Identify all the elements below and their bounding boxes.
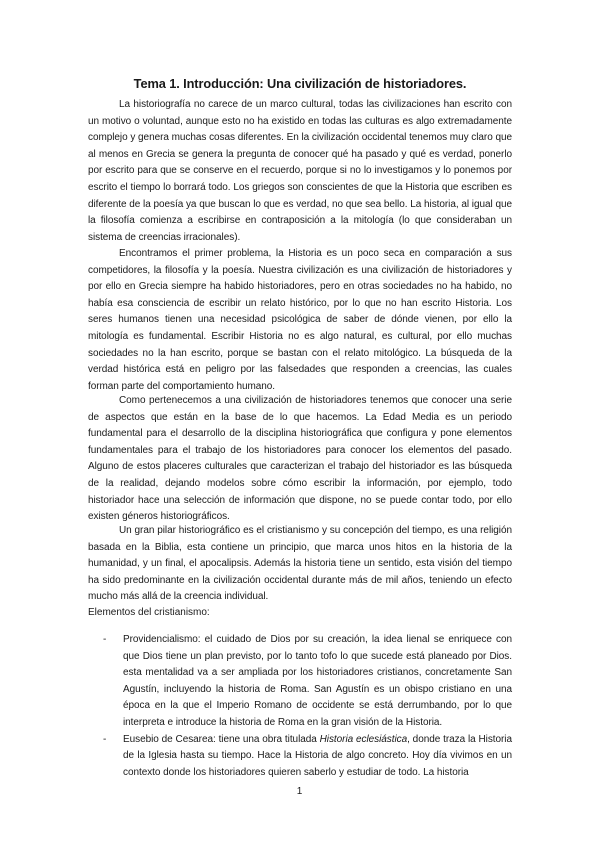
list-heading: Elementos del cristianismo: <box>88 607 210 618</box>
paragraph-civilizacion-historiadores: Como pertenecemos a una civilización de historiadores tenemos que conocer una serie de aspectos que están en la base de lo que hacemos. La Edad Media es un periodo fundamental para el desarrollo de la disciplina historiográfica que configura y pone elementos fundamentales para el trabajo de los historiadores para conocer los elementos del pasado. Alguno de estos placeres culturales que caracterizan el trabajo del historiador es las búsqueda de la realidad, dejando modelos sobre cómo escribir la información, por ejemplo, todo historiador hace una selección de información que dispone, no se puede contar todo, por ello existen géneros historiográficos. <box>88 395 512 523</box>
list-item-text-before: Eusebio de Cesarea: tiene una obra titulada <box>123 733 320 745</box>
list-item-text-after: , donde traza la Historia de la Iglesia hasta su tiempo. Hace la Historia de algo concreto. Hoy día vivimos en un contexto donde los historiadores quieren saberlo y estudiar de todo. La historia <box>123 733 512 778</box>
paragraph-cristianismo: Un gran pilar historiográfico es el cristianismo y su concepción del tiempo, es una religión basada en la Biblia, esta contiene un principio, que marca unos hitos en la historia de la humanidad, y un final, el apocalipsis. Además la historia tiene un sentido, esta visión del tiempo ha sido predominante en la civilización occidental durante más de mil años, teniendo un efecto mucho más allá de la creencia individual. <box>88 525 512 603</box>
elements-list <box>88 632 512 781</box>
page-number: 1 <box>296 786 303 797</box>
list-item-providencialismo <box>88 632 512 732</box>
document-title: Tema 1. Introducción: Una civilización de historiadores. <box>133 76 467 91</box>
bullet-dash: - <box>103 634 107 645</box>
book-title-italic: Historia eclesiástica <box>319 733 408 745</box>
list-item-text: Providencialismo: el cuidado de Dios por su creación, la idea lienal se enriquece con que Dios tiene un plan previsto, por lo tanto tofo lo que sucede está planeado por Dios. esta mentalidad va a ser ampliada por los historiadores cristianos, concretamente San Agustín, incluyendo la historia de Roma. San Agustín es un obispo cristiano en una época en la que el Imperio Romano de occidente se está derrumbando, por lo que interpreta e introduce la historia de Roma en la gran visión de la Historia. <box>123 634 512 728</box>
paragraph-historiografia: La historiografía no carece de un marco cultural, todas las civilizaciones han escrito con un motivo o voluntad, aunque esto no ha existido en todas las culturas es algo extremadamente complejo y genera muchas cosas diferentes. En la civilización occidental tenemos muy claro que al menos en Grecia se genera la pregunta de conocer qué ha pasado y qué es verdad, ponerlo por escrito para que se conserve en el recuerdo, porque si no lo investigamos y lo ponemos por escrito el tiempo lo borrará todo. Los griegos son conscientes de que la Historia que escriben es diferente de la poesía ya que buscan lo que es verdad, no que sea bello. La historia, al igual que la filosofía comienza a escribirse en contraposición a la mitología (lo que consideraban un sistema de creencias irracionales). <box>88 99 512 243</box>
list-item-eusebio <box>88 732 512 782</box>
bullet-dash: - <box>103 733 107 745</box>
paragraph-primer-problema: Encontramos el primer problema, la Historia es un poco seca en comparación a sus competidores, la filosofía y la poesía. Nuestra civilización es una civilización de historiadores y por ello en Grecia siempre ha habido historiadores, pero en otras sociedades no ha habido, no había esa consciencia de escribir un relato histórico, por lo que no han escrito Historia. Los seres humanos tienen una necesidad psicológica de saber de dónde vienen, por ello la mitología es fundamental. Escribir Historia no es algo natural, es cultural, por ello muchas sociedades no la han escrito, porque se bastan con el relato mitológico. La búsqueda de la verdad histórica está en peligro por las falsedades que responden a creencias, las cuales forman parte del comportamiento humano. <box>88 248 512 392</box>
